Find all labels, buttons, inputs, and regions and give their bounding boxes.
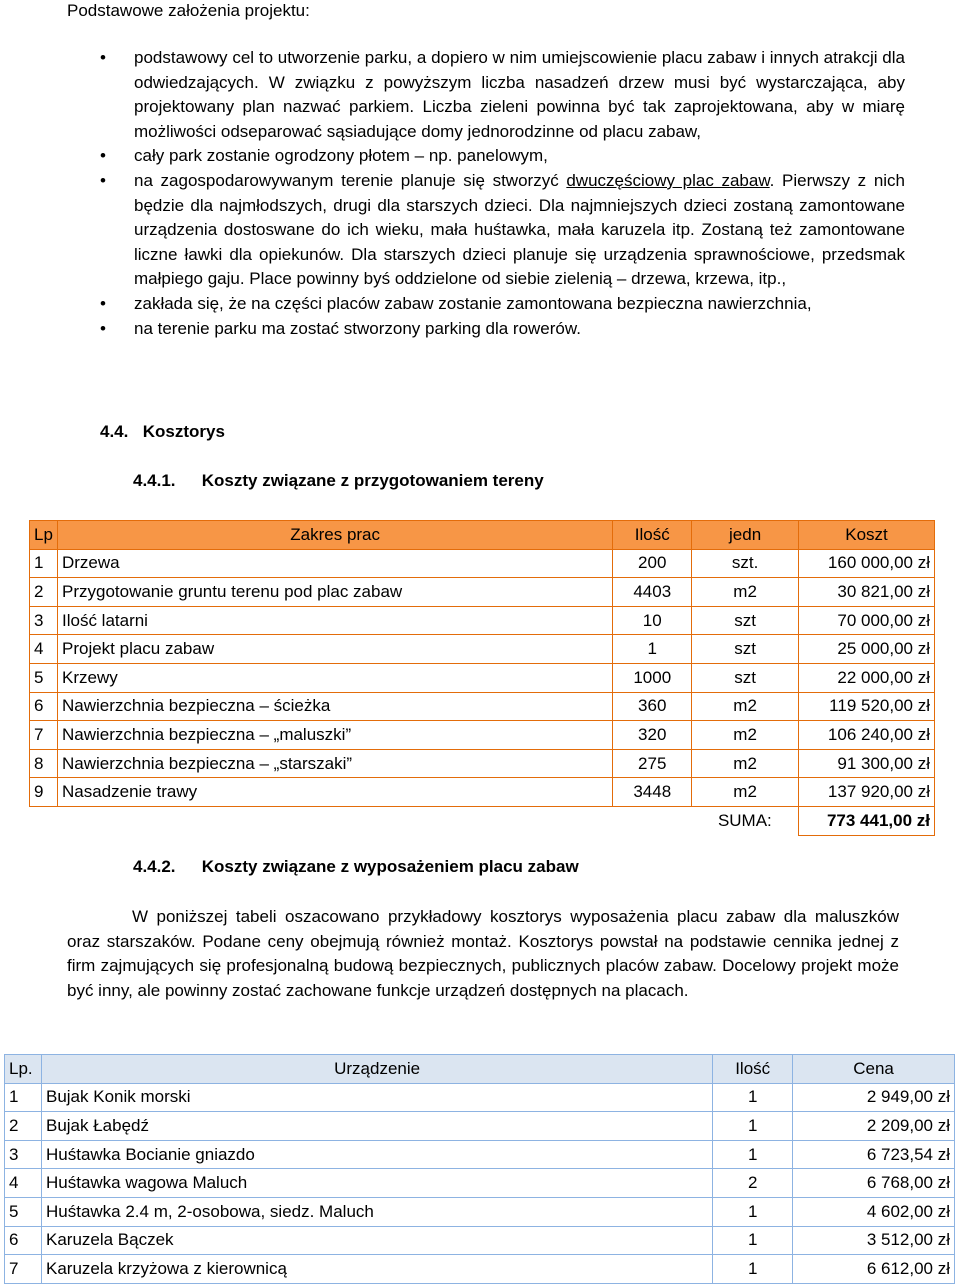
cell-cost: 160 000,00 zł [799,549,935,578]
bullet-text-start: na zagospodarowywanym terenie planuje się stworzyć [134,170,567,190]
section-number: 4.4.2. [133,857,176,876]
cell-quantity: 275 [613,749,692,778]
equipment-paragraph: W poniższej tabeli oszacowano przykładowy kosztorys wyposażenia placu zabaw dla maluszków oraz starszaków. Podane ceny obejmują również montaż. Kosztorys powstał na podstawie cennika jednej z firm zajmujących się profesjonalną budową bezpiecznych, publicznych placów zabaw. Docelowy projekt może być inny, ale powinny zostać zachowane funkcje urządzeń dostępnych na placach. [67,907,899,1000]
cell-quantity: 320 [613,721,692,750]
table-row [5,1197,955,1226]
column-header: Zakres prac [57,521,612,550]
cell-device: Karuzela krzyżowa z kierownicą [41,1255,712,1284]
cell-scope: Nawierzchnia bezpieczna – „maluszki” [57,721,612,750]
cell-lp: 7 [30,721,58,750]
cell-lp: 7 [5,1255,42,1284]
table-row [5,1112,955,1141]
table-header-row [5,1055,955,1084]
cell-lp: 8 [30,749,58,778]
playground-equipment-table [4,1054,955,1284]
table-row [30,721,935,750]
column-header: Lp [30,521,58,550]
site-preparation-cost-table [29,520,935,836]
section-heading-4-4-2 [133,857,579,877]
cell-quantity: 1 [713,1140,793,1169]
cell-unit: szt [692,663,799,692]
cell-unit: m2 [692,778,799,807]
list-item: • cały park zostanie ogrodzony płotem – np. panelowym, [97,144,905,169]
cell-scope: Projekt placu zabaw [57,635,612,664]
column-header: Koszt [799,521,935,550]
cell-quantity: 200 [613,549,692,578]
cell-price: 6 723,54 zł [793,1140,955,1169]
cell-lp: 5 [5,1197,42,1226]
column-header: Lp. [5,1055,42,1084]
cell-lp: 4 [30,635,58,664]
cell-device: Huśtawka 2.4 m, 2-osobowa, siedz. Maluch [41,1197,712,1226]
list-item: • na terenie parku ma zostać stworzony parking dla rowerów. [97,317,905,342]
table-row [5,1226,955,1255]
sum-value: 773 441,00 zł [799,806,935,835]
cell-price: 6 768,00 zł [793,1169,955,1198]
cell-unit: m2 [692,721,799,750]
cell-unit: m2 [692,692,799,721]
cell-lp: 6 [30,692,58,721]
table-header-row [30,521,935,550]
table-row [30,692,935,721]
list-item [97,169,905,292]
cell-quantity: 4403 [613,578,692,607]
column-header: Ilość [713,1055,793,1084]
cell-lp: 5 [30,663,58,692]
table-row [30,663,935,692]
cell-cost: 30 821,00 zł [799,578,935,607]
cell-scope: Ilość latarni [57,606,612,635]
section-heading-4-4-1 [133,471,544,491]
cell-quantity: 360 [613,692,692,721]
table-row [5,1140,955,1169]
cell-price: 3 512,00 zł [793,1226,955,1255]
page-heading: Podstawowe założenia projektu: [67,1,310,20]
cell-scope: Nawierzchnia bezpieczna – ścieżka [57,692,612,721]
cell-quantity: 1 [713,1112,793,1141]
cell-device: Bujak Konik morski [41,1083,712,1112]
cell-device: Karuzela Bączek [41,1226,712,1255]
cell-cost: 70 000,00 zł [799,606,935,635]
cell-price: 2 949,00 zł [793,1083,955,1112]
cell-price: 4 602,00 zł [793,1197,955,1226]
cell-quantity: 2 [713,1169,793,1198]
cell-quantity: 1 [713,1255,793,1284]
table-row [5,1083,955,1112]
cell-device: Huśtawka Bocianie gniazdo [41,1140,712,1169]
cell-quantity: 1000 [613,663,692,692]
table-row [30,549,935,578]
cell-lp: 1 [5,1083,42,1112]
list-item: • zakłada się, że na części placów zabaw zostanie zamontowana bezpieczna nawierzchnia, [97,292,905,317]
cell-unit: m2 [692,578,799,607]
cell-quantity: 1 [713,1083,793,1112]
sum-label: SUMA: [717,810,772,830]
bullet-text-end: . Pierwszy z nich będzie dla najmłodszych, drugi dla starszych dzieci. Dla najmniejszych dzieci zostaną zamontowane urządzenia dostoswane do ich wieku, mała huśtawka, mała karuzela itp. Zostaną też zamontowane liczne ławki dla opiekunów. Dla starszych dzieci planuje się urządzenia sprawnościowe, przedsmak małpiego gaju. Place powinny byś oddzielone od siebie zielenią – drzewa, krzewa, itp., [134,170,906,289]
cell-lp: 3 [30,606,58,635]
table-row [5,1169,955,1198]
column-header: Cena [793,1055,955,1084]
table-row [30,578,935,607]
section-number: 4.4. [100,422,129,441]
cell-quantity: 1 [713,1197,793,1226]
list-item: • podstawowy cel to utworzenie parku, a dopiero w nim umiejscowienie placu zabaw i innych atrakcji dla odwiedzających. W związku z powyższym liczba nasadzeń drzew musi być wystarczająca, aby projektowany plan nazwać parkiem. Liczba zieleni powinna być tak zaprojektowana, aby w miarę możliwości odseparować sąsiadujące domy jednorodzinne od placu zabaw, [97,46,905,144]
cell-unit: szt [692,606,799,635]
cell-device: Huśtawka wagowa Maluch [41,1169,712,1198]
section-title: Kosztorys [142,422,225,441]
underlined-phrase: dwuczęściowy plac zabaw [566,170,770,190]
cell-lp: 3 [5,1140,42,1169]
section-title: Koszty związane z przygotowaniem tereny [201,471,544,490]
section-title: Koszty związane z wyposażeniem placu zabaw [201,857,579,876]
cell-scope: Przygotowanie gruntu terenu pod plac zabaw [57,578,612,607]
cell-scope: Krzewy [57,663,612,692]
cell-unit: szt [692,635,799,664]
cell-device: Bujak Łabędź [41,1112,712,1141]
table-row [30,749,935,778]
section-number: 4.4.1. [133,471,176,490]
assumptions-list [97,46,905,341]
column-header: jedn [692,521,799,550]
cell-unit: m2 [692,749,799,778]
column-header: Ilość [613,521,692,550]
table-row [5,1255,955,1284]
table-row [30,606,935,635]
cell-lp: 1 [30,549,58,578]
cell-quantity: 1 [713,1226,793,1255]
cell-lp: 6 [5,1226,42,1255]
cell-price: 6 612,00 zł [793,1255,955,1284]
table-row [30,635,935,664]
cell-lp: 9 [30,778,58,807]
table-row [30,778,935,807]
cell-cost: 137 920,00 zł [799,778,935,807]
cell-cost: 22 000,00 zł [799,663,935,692]
cell-price: 2 209,00 zł [793,1112,955,1141]
sum-row [30,806,935,835]
cell-lp: 4 [5,1169,42,1198]
cell-quantity: 10 [613,606,692,635]
cell-quantity: 3448 [613,778,692,807]
cell-cost: 119 520,00 zł [799,692,935,721]
cell-unit: szt. [692,549,799,578]
cell-cost: 106 240,00 zł [799,721,935,750]
section-heading-4-4 [100,422,225,442]
cell-lp: 2 [30,578,58,607]
cell-scope: Nasadzenie trawy [57,778,612,807]
cell-quantity: 1 [613,635,692,664]
cell-lp: 2 [5,1112,42,1141]
cell-scope: Drzewa [57,549,612,578]
cell-cost: 91 300,00 zł [799,749,935,778]
cell-scope: Nawierzchnia bezpieczna – „starszaki” [57,749,612,778]
column-header: Urządzenie [41,1055,712,1084]
cell-cost: 25 000,00 zł [799,635,935,664]
